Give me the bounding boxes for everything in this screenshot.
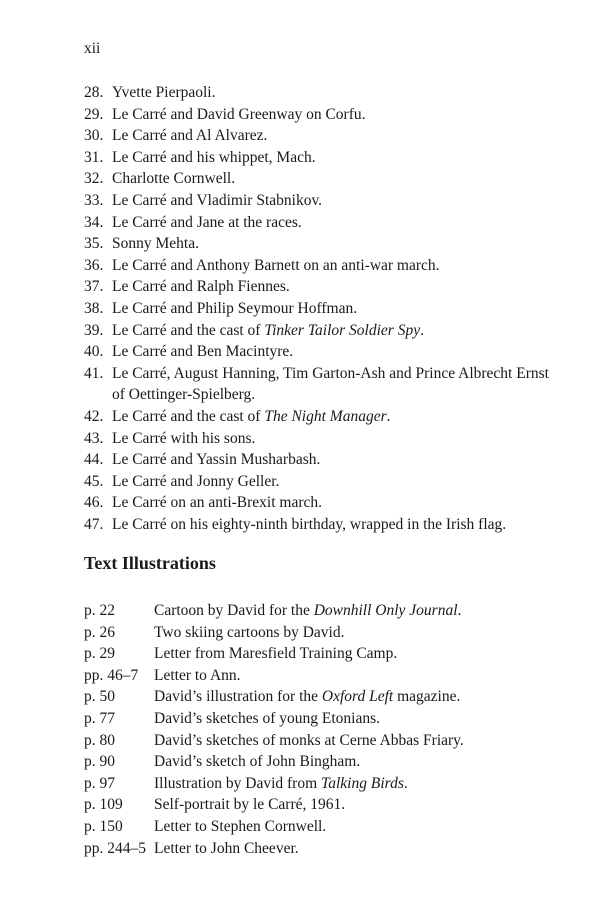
list-item	[84, 816, 554, 838]
caption-text: David’s sketch of John Bingham.	[154, 753, 361, 771]
caption-text: Illustration by David from	[154, 774, 322, 792]
list-item	[84, 643, 554, 665]
plate-number: 33.	[84, 191, 104, 209]
caption	[154, 686, 554, 708]
caption-text: Le Carré and Ralph Fiennes.	[112, 278, 290, 296]
caption-text: Le Carré on his eighty-ninth birthday, wrapped in the Irish flag.	[112, 515, 507, 533]
caption	[112, 449, 554, 471]
plate-number: 28.	[84, 84, 104, 101]
caption-text: Letter from Maresfield Training Camp.	[154, 645, 398, 663]
list-item	[84, 708, 554, 730]
list-item	[84, 773, 554, 795]
caption	[154, 643, 554, 665]
caption	[112, 341, 554, 363]
caption-text: Letter to John Cheever.	[154, 839, 299, 857]
list-item	[84, 341, 554, 363]
caption-text: Le Carré and Vladimir Stabnikov.	[112, 191, 323, 209]
list-item	[84, 492, 554, 514]
page-reference: pp. 244–5	[84, 839, 146, 857]
caption-text: Le Carré and his whippet, Mach.	[112, 148, 316, 166]
caption	[154, 665, 554, 687]
caption-text: Sonny Mehta.	[112, 235, 199, 253]
list-item	[84, 514, 554, 536]
list-item	[84, 730, 554, 752]
caption-text: Le Carré and the cast of	[112, 321, 265, 339]
plate-number: 45.	[84, 472, 104, 490]
caption	[112, 471, 554, 493]
caption-text: Charlotte Cornwell.	[112, 170, 236, 188]
plate-number: 38.	[84, 299, 104, 317]
caption-text: Self-portrait by le Carré, 1961.	[154, 796, 346, 814]
caption-text: Le Carré and Jane at the races.	[112, 213, 302, 231]
caption-text: David’s sketches of monks at Cerne Abbas Friary.	[154, 731, 464, 749]
plate-number: 35.	[84, 235, 104, 253]
list-item	[84, 147, 554, 169]
caption	[112, 298, 554, 320]
caption	[112, 125, 554, 147]
caption-text: Le Carré, August Hanning, Tim Garton-Ash and Prince Albrecht Ernst of Oettinger-Spielberg.	[112, 364, 549, 404]
caption	[112, 514, 554, 536]
caption-text: Le Carré and Jonny Geller.	[112, 472, 280, 490]
text-illustrations-list	[84, 600, 554, 859]
caption	[112, 255, 554, 277]
plate-number: 40.	[84, 343, 104, 361]
caption-text: Le Carré and Philip Seymour Hoffman.	[112, 299, 358, 317]
caption-text: Le Carré and Al Alvarez.	[112, 127, 268, 145]
plate-number: 36.	[84, 256, 104, 274]
caption-text: Le Carré and the cast of	[112, 407, 265, 425]
caption-text: Le Carré and Ben Macintyre.	[112, 343, 294, 361]
section-title: Text Illustrations	[84, 553, 216, 573]
list-item	[84, 794, 554, 816]
work-title: Talking Birds	[321, 774, 404, 792]
plate-number: 32.	[84, 170, 104, 188]
list-item	[84, 82, 554, 104]
page-reference: p. 50	[84, 688, 115, 706]
caption-text: Le Carré on an anti-Brexit march.	[112, 494, 323, 512]
list-item	[84, 665, 554, 687]
page-reference: p. 29	[84, 645, 115, 663]
list-item	[84, 190, 554, 212]
caption	[154, 816, 554, 838]
page-reference: pp. 46–7	[84, 666, 139, 684]
page-reference: p. 22	[84, 602, 115, 619]
plate-number: 39.	[84, 321, 104, 339]
plate-number: 31.	[84, 148, 104, 166]
caption-end: .	[403, 774, 408, 792]
list-item	[84, 449, 554, 471]
work-title: Tinker Tailor Soldier Spy	[264, 321, 421, 339]
caption-text: Letter to Stephen Cornwell.	[154, 817, 327, 835]
list-item	[84, 168, 554, 190]
caption	[154, 773, 554, 795]
caption-end: .	[420, 321, 424, 339]
caption	[154, 622, 554, 644]
caption	[154, 794, 554, 816]
plate-number: 47.	[84, 515, 104, 533]
list-item	[84, 686, 554, 708]
list-item	[84, 838, 554, 860]
list-item	[84, 471, 554, 493]
caption-text: Cartoon by David for the	[154, 602, 314, 619]
plate-number: 46.	[84, 494, 104, 512]
caption	[112, 276, 554, 298]
caption-text: David’s sketches of young Etonians.	[154, 709, 381, 727]
caption	[112, 320, 554, 342]
caption-text: Le Carré with his sons.	[112, 429, 256, 447]
page-reference: p. 77	[84, 709, 115, 727]
list-item	[84, 104, 554, 126]
plate-number: 37.	[84, 278, 104, 296]
caption-text: Two skiing cartoons by David.	[154, 623, 345, 641]
plate-number: 43.	[84, 429, 104, 447]
work-title: Oxford Left	[321, 688, 394, 706]
caption	[154, 730, 554, 752]
work-title: The Night Manager	[264, 407, 387, 425]
caption-text: Le Carré and Anthony Barnett on an anti-war march.	[112, 256, 440, 274]
page-reference: p. 80	[84, 731, 115, 749]
caption-end: magazine.	[393, 688, 461, 706]
caption	[112, 147, 554, 169]
list-item	[84, 298, 554, 320]
caption	[112, 428, 554, 450]
page-number: xii	[84, 40, 101, 57]
plate-number: 29.	[84, 105, 104, 123]
list-item	[84, 622, 554, 644]
list-item	[84, 600, 554, 622]
work-title: Downhill Only Journal	[313, 602, 458, 619]
caption	[154, 600, 554, 622]
caption-text: Le Carré and David Greenway on Corfu.	[112, 105, 366, 123]
caption-end: .	[457, 602, 462, 619]
caption	[154, 708, 554, 730]
caption	[112, 168, 554, 190]
caption-text: Le Carré and Yassin Musharbash.	[112, 451, 321, 469]
page-reference: p. 97	[84, 774, 115, 792]
caption-text: Letter to Ann.	[154, 666, 241, 684]
page-reference: p. 109	[84, 796, 123, 814]
caption	[112, 406, 554, 428]
plate-number: 44.	[84, 451, 104, 469]
caption	[112, 104, 554, 126]
plate-number: 30.	[84, 127, 104, 145]
plate-number: 42.	[84, 407, 104, 425]
caption	[112, 82, 554, 104]
list-item	[84, 428, 554, 450]
caption	[154, 838, 554, 860]
list-item	[84, 212, 554, 234]
list-item	[84, 255, 554, 277]
caption	[112, 190, 554, 212]
list-item	[84, 751, 554, 773]
caption-end: .	[386, 407, 391, 425]
list-item	[84, 363, 554, 406]
page-reference: p. 150	[84, 817, 123, 835]
caption	[154, 751, 554, 773]
list-item	[84, 320, 554, 342]
page-reference: p. 90	[84, 753, 115, 771]
caption-text: David’s illustration for the	[154, 688, 322, 706]
page-reference: p. 26	[84, 623, 115, 641]
caption	[112, 492, 554, 514]
list-item	[84, 125, 554, 147]
list-item	[84, 233, 554, 255]
caption	[112, 212, 554, 234]
list-item	[84, 406, 554, 428]
caption-text: Yvette Pierpaoli.	[112, 84, 216, 101]
caption	[112, 233, 554, 255]
plate-number: 34.	[84, 213, 104, 231]
plates-list	[84, 82, 554, 535]
plate-number: 41.	[84, 364, 104, 382]
list-item	[84, 276, 554, 298]
caption	[112, 363, 554, 406]
